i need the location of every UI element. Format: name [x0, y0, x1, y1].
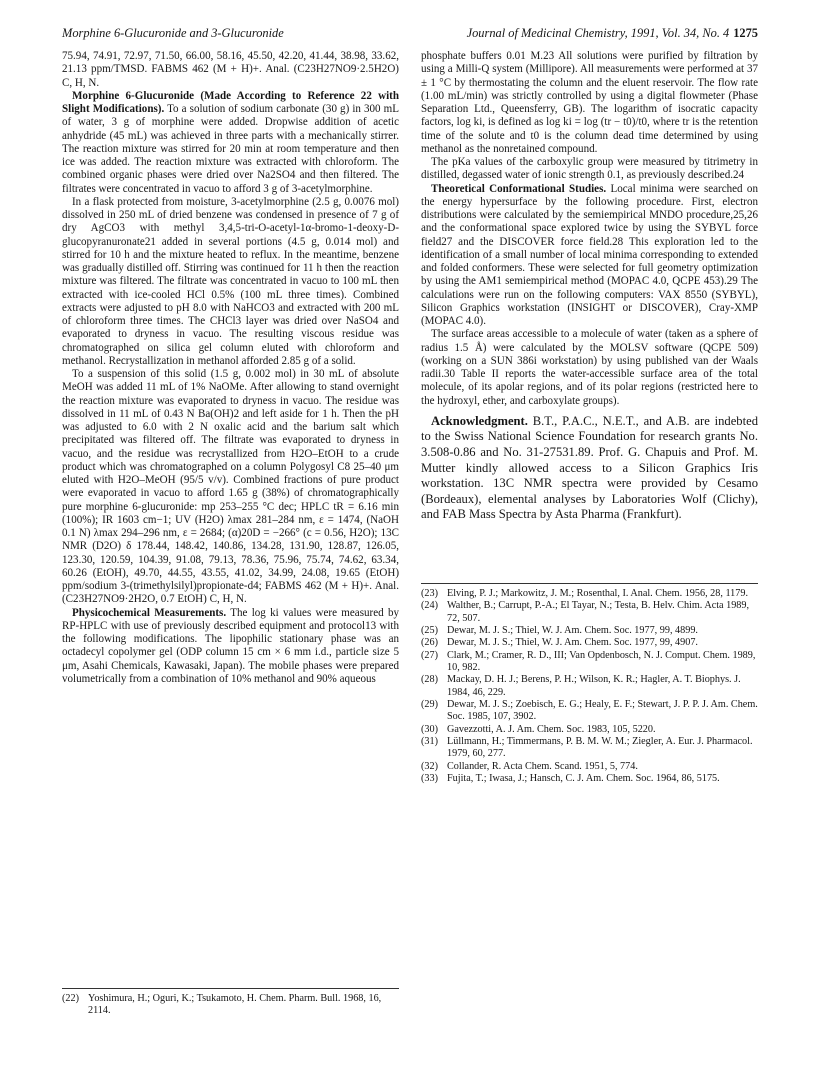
reference-number: (24)	[421, 600, 438, 612]
reference-item	[421, 773, 758, 785]
reference-text: Elving, P. J.; Markowitz, J. M.; Rosenthal, I. Anal. Chem. 1956, 28, 1179.	[447, 588, 748, 599]
reference-item	[421, 699, 758, 724]
section-heading: Physicochemical Measurements.	[72, 606, 227, 619]
journal-name: Journal of Medicinal Chemistry, 1991, Vol. 34, No. 4	[466, 26, 730, 40]
reference-text: Clark, M.; Cramer, R. D., III; Van Opdenbosch, N. J. Comput. Chem. 1989, 10, 982.	[447, 649, 756, 674]
reference-item	[421, 736, 758, 761]
reference-number: (31)	[421, 736, 438, 748]
reference-item	[421, 650, 758, 675]
paragraph: phosphate buffers 0.01 M.23 All solutions were purified by filtration by using a Milli-Q system (Millipore). All measurements were performed at 37 ± 1 °C by thermostating the column and the eluent reservoir. The flow rate (1.00 mL/min) was strictly controlled by using a digital flowmeter (Phase Separation Ltd., Queensferry, GB). The logarithm of isocratic capacity factors, log ki, is defined as log ki = log (tr − t0)/t0, where tr is the retention time of the solute and t0 is the column dead time determined by using methanol as the nonretained compound.	[421, 50, 758, 155]
page-number: 1275	[733, 26, 758, 40]
acknowledgment-heading: Acknowledgment.	[431, 413, 528, 428]
reference-text: Gavezzotti, A. J. Am. Chem. Soc. 1983, 105, 5220.	[447, 723, 656, 735]
reference-item	[62, 993, 399, 1018]
paragraph	[421, 183, 758, 329]
reference-item	[421, 600, 758, 625]
paragraph-body: Local minima were searched on the energy hypersurface by the following procedure. First, electron distributions were calculated by the semiempirical MNDO procedure,25,26 and the conformational space explored twice by using the SYBYL force field27 and the DISCOVER force field.28 This exploration led to the identification of a small number of local minima corresponding to extended and folded conformers. These were selected for full geometry optimization by using the AM1 semiempirical method (MOPAC 4.0, QCPE 453).29 The calculations were run on the following computers: VAX 8550 (SYBYL), Silicon Graphics workstation (INSIGHT or DISCOVER), Cray-XMP (MOPAC 4.0).	[421, 182, 758, 327]
references-right	[421, 583, 758, 786]
reference-text: Dewar, M. J. S.; Zoebisch, E. G.; Healy, E. F.; Stewart, J. P. P. J. Am. Chem. Soc. 1985, 107, 3902.	[447, 699, 758, 723]
reference-text: Mackay, D. H. J.; Berens, P. H.; Wilson, K. R.; Hagler, A. T. Biophys. J. 1984, 46, 229.	[447, 674, 741, 698]
reference-number: (29)	[421, 699, 438, 711]
reference-number: (22)	[62, 993, 79, 1004]
journal-citation	[467, 26, 758, 41]
acknowledgment-body: B.T., P.A.C., N.E.T., and A.B. are indebted to the Swiss National Science Foundation for research grants No. 3.508-0.86 and No. 31-27531.89. Prof. G. Chapuis and Prof. M. Mutter kindly allowed access to a Silicon Graphics Iris workstation. 13C NMR spectra were provided by Cesamo (Bordeaux), elemental analyses by Laboratories Wolf (Clichy), and FAB Mass Spectra by Asta Pharma (Frankfurt).	[421, 413, 758, 522]
reference-number: (25)	[421, 625, 438, 637]
reference-number: (32)	[421, 760, 438, 772]
paragraph: The pKa values of the carboxylic group were measured by titrimetry in distilled, degassed water of ionic strength 0.1, as previously described.24	[421, 156, 758, 182]
reference-number: (26)	[421, 637, 438, 649]
left-column	[62, 50, 399, 686]
paragraph: 75.94, 74.91, 72.97, 71.50, 66.00, 58.16, 45.50, 42.20, 41.44, 38.98, 33.62, 21.13 ppm/TMSD. FABMS 462 (M + H)+. Anal. (C23H27NO9·2.5H2O) C, H, N.	[62, 50, 399, 89]
reference-number: (28)	[421, 674, 438, 686]
section-heading: Theoretical Conformational Studies.	[431, 182, 607, 195]
paragraph	[62, 607, 399, 687]
reference-item	[421, 674, 758, 699]
right-column	[421, 50, 758, 523]
reference-text: Collander, R. Acta Chem. Scand. 1951, 5, 774.	[447, 760, 638, 772]
paragraph: To a suspension of this solid (1.5 g, 0.002 mol) in 30 mL of absolute MeOH was added 11 mL of 1% NaOMe. After allowing to stand overnight the reaction mixture was evaporated to dryness in vacuo. The residue was dissolved in 11 mL of 0.43 N Ba(OH)2 and left aside for 1 h. Then the pH was adjusted to 6.0 with 2 N oxalic acid and the barium salt which precipitated was filtered off. The filtrate was evaporated to dryness in vacuo, and the residue was recrystallized from H2O–EtOH to a crude product which was chromatographed on a column Polygosyl C8 25–40 μm eluted with H2O–MeOH (95/5 v/v). Combined fractions of pure product were evaporated in vacuo to afford 1.65 g (38%) of chromatographically pure morphine 6-glucuronide: mp 253–255 °C dec; HPLC tR = 6.16 min (100%); IR 1603 cm−1; UV (H2O) λmax 281–284 nm, ε = 1474, (NaOH 0.1 N) λmax 294–296 nm, ε = 2684; (α)20D = −266° (c = 0.56, H2O); 13C NMR (D2O) δ 178.44, 148.42, 140.86, 134.28, 131.90, 128.87, 126.05, 123.30, 120.59, 104.39, 91.08, 79.13, 78.36, 75.96, 75.74, 74.62, 63.34, 60.26 (EtOH), 49.70, 44.55, 43.55, 41.02, 34.99, 24.08, 19.65 (EtOH) ppm/sodium 3-(trimethylsilyl)propionate-d4; FABMS 462 (M + H)+. Anal. (C23H27NO9·2H2O, 0.7 EtOH) C, H, N.	[62, 368, 399, 606]
section-heading: Morphine 6-Glucuronide (Made According to Reference 22 with Slight Modifications).	[62, 89, 399, 115]
reference-text: Dewar, M. J. S.; Thiel, W. J. Am. Chem. Soc. 1977, 99, 4907.	[447, 637, 698, 649]
acknowledgment	[421, 414, 758, 523]
reference-number: (23)	[421, 588, 438, 599]
paragraph-body: To a solution of sodium carbonate (30 g) in 300 mL of water, 3 g of morphine were added. Dropwise addition of acetic anhydride (45 mL) was achieved in three parts with a mechanically stirrer. The reaction mixture was stirred for 20 min at room temperature and then ice was added. The reaction mixture was extracted with chloroform. The combined organic phases were dried over Na2SO4 and then filtered. The filtrates were concentrated in vacuo to afford 3 g of 3-acetylmorphine.	[62, 103, 399, 195]
reference-item	[421, 761, 758, 773]
reference-text: Dewar, M. J. S.; Thiel, W. J. Am. Chem. Soc. 1977, 99, 4899.	[447, 625, 698, 637]
paragraph: In a flask protected from moisture, 3-acetylmorphine (2.5 g, 0.0076 mol) dissolved in 250 mL of dried benzene was condensed in presence of 7 g of dry AgCO3 with methyl 3,4,5-tri-O-acetyl-1α-bromo-1-deoxy-D-glucopyranuronate21 added in several portions (4.5 g, 0.014 mol) and stirred for 10 h and the mixture heated to reflux. In the meantime, benzene was gradually distilled off. Stirring was continued for 11 h then the reaction mixture was filtered. The filtrate was concentrated in vacuo to 100 mL then extracted with ice-cooled HCl 0.5% (100 mL three times). Combined extracts were adjusted to pH 8.0 with NaHCO3 and extracted with 200 mL of chloroform three times. The CHCl3 layer was dried over NaSO4 and evaporated to dryness in vacuo. The resulting viscous residue was chromatographed on silica gel column eluted with chloroform and methanol. Recrystallization in methanol afforded 2.85 g of a solid.	[62, 195, 399, 367]
reference-text: Fujita, T.; Iwasa, J.; Hansch, C. J. Am. Chem. Soc. 1964, 86, 5175.	[447, 773, 720, 785]
paragraph-body: The log ki values were measured by RP-HPLC with use of previously described equipment and protocol13 with the following modifications. The lipophilic stationary phase was an octadecyl copolymer gel (ODP column 15 cm × 6 mm i.d., particle size 5 μm, Asahi Chemicals, Kawasaki, Japan). The mobile phases were prepared volumetrically from a combination of 10% methanol and 90% aqueous	[62, 606, 399, 685]
reference-number: (33)	[421, 773, 438, 785]
references-left	[62, 988, 399, 1018]
running-title: Morphine 6-Glucuronide and 3-Glucuronide	[62, 26, 284, 40]
reference-text: Walther, B.; Carrupt, P.-A.; El Tayar, N.; Testa, B. Helv. Chim. Acta 1989, 72, 507.	[447, 600, 750, 624]
paragraph	[62, 90, 399, 196]
reference-text: Yoshimura, H.; Oguri, K.; Tsukamoto, H. Chem. Pharm. Bull. 1968, 16, 2114.	[88, 993, 382, 1017]
reference-text: Lüllmann, H.; Timmermans, P. B. M. W. M.; Ziegler, A. Eur. J. Pharmacol. 1979, 60, 277.	[447, 736, 753, 760]
reference-number: (30)	[421, 723, 438, 735]
reference-number: (27)	[421, 649, 438, 661]
running-header	[62, 26, 758, 44]
reference-item	[421, 588, 758, 600]
paragraph: The surface areas accessible to a molecule of water (taken as a sphere of radius 1.5 Å) were calculated by the MOLSV software (QCPE 509) (working on a SUN 386i workstation) by using published van der Waals radii.30 Table II reports the water-accessible surface area of the total molecule, of its apolar regions, and of its polar regions (restricted here to the hydroxyl, ether, and carboxylate groups).	[421, 328, 758, 407]
reference-item	[421, 724, 758, 736]
reference-item	[421, 625, 758, 637]
reference-item	[421, 637, 758, 649]
